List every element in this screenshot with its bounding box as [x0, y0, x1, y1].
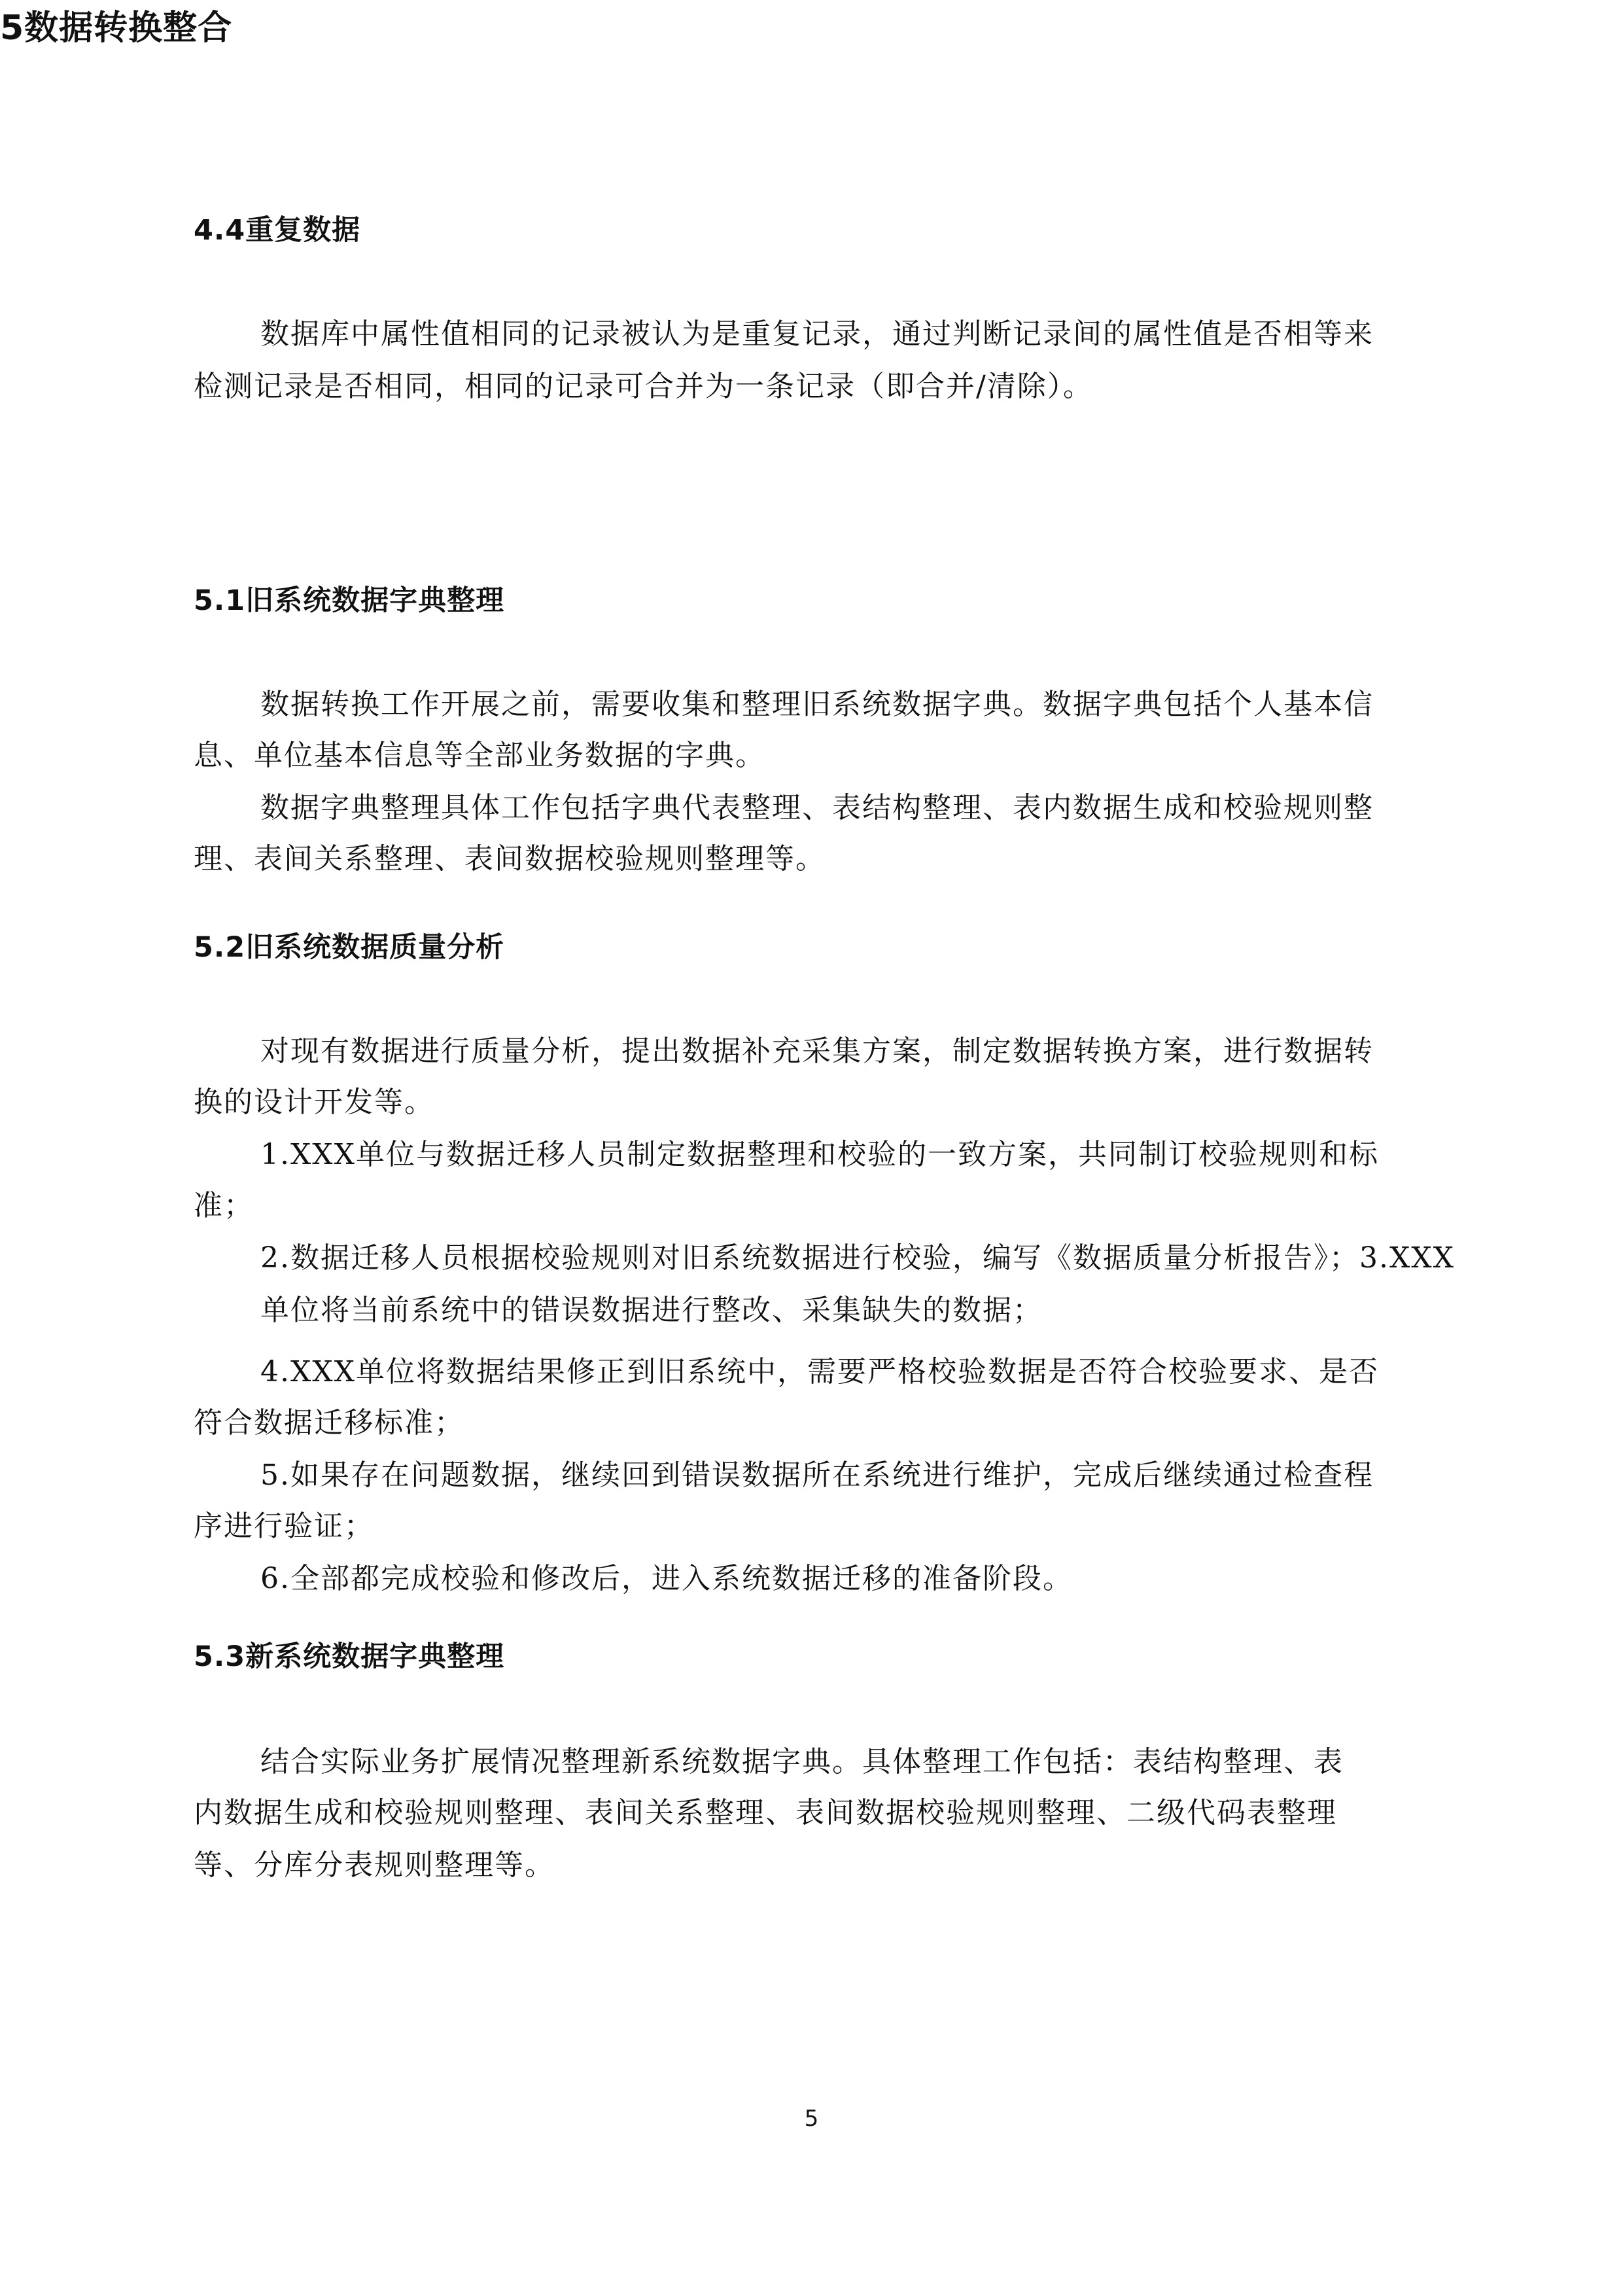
paragraph-line: 检测记录是否相同，相同的记录可合并为一条记录（即合并/清除）。 [194, 370, 1093, 403]
section-heading-5-1: 5.1旧系统数据字典整理 [194, 584, 505, 617]
paragraph-line: 数据字典整理具体工作包括字典代表整理、表结构整理、表内数据生成和校验规则整 [260, 791, 1374, 824]
paragraph-line: 内数据生成和校验规则整理、表间关系整理、表间数据校验规则整理、二级代码表整理 [194, 1796, 1337, 1829]
section-heading-5-3: 5.3新系统数据字典整理 [194, 1640, 505, 1673]
paragraph-line: 息、单位基本信息等全部业务数据的字典。 [194, 739, 765, 772]
section-heading-5-2: 5.2旧系统数据质量分析 [194, 931, 505, 964]
paragraph-line: 结合实际业务扩展情况整理新系统数据字典。具体整理工作包括：表结构整理、表 [260, 1745, 1344, 1778]
chapter-heading-5: 5数据转换整合 [0, 9, 233, 48]
paragraph-line: 5.如果存在问题数据，继续回到错误数据所在系统进行维护，完成后继续通过检查程 [260, 1458, 1374, 1492]
page-number: 5 [804, 2106, 819, 2132]
paragraph-line: 符合数据迁移标准； [194, 1406, 464, 1439]
paragraph-line: 1.XXX单位与数据迁移人员制定数据整理和校验的一致方案，共同制订校验规则和标 [260, 1138, 1379, 1171]
paragraph-line: 2.数据迁移人员根据校验规则对旧系统数据进行校验，编写《数据质量分析报告》；3.XXX [260, 1241, 1455, 1275]
paragraph-line: 换的设计开发等。 [194, 1086, 434, 1119]
paragraph-line: 单位将当前系统中的错误数据进行整改、采集缺失的数据； [260, 1294, 1043, 1327]
paragraph-line: 理、表间关系整理、表间数据校验规则整理等。 [194, 842, 826, 875]
paragraph-line: 4.XXX单位将数据结果修正到旧系统中，需要严格校验数据是否符合校验要求、是否 [260, 1355, 1379, 1388]
paragraph-line: 对现有数据进行质量分析，提出数据补充采集方案，制定数据转换方案，进行数据转 [260, 1034, 1374, 1068]
paragraph-line: 序进行验证； [194, 1510, 374, 1543]
section-heading-4-4: 4.4重复数据 [194, 214, 361, 247]
paragraph-line: 等、分库分表规则整理等。 [194, 1848, 555, 1882]
paragraph-line: 准； [194, 1189, 254, 1222]
paragraph-line: 6.全部都完成校验和修改后，进入系统数据迁移的准备阶段。 [260, 1562, 1073, 1595]
paragraph-line: 数据库中属性值相同的记录被认为是重复记录，通过判断记录间的属性值是否相等来 [260, 317, 1374, 351]
paragraph-line: 数据转换工作开展之前，需要收集和整理旧系统数据字典。数据字典包括个人基本信 [260, 688, 1374, 721]
